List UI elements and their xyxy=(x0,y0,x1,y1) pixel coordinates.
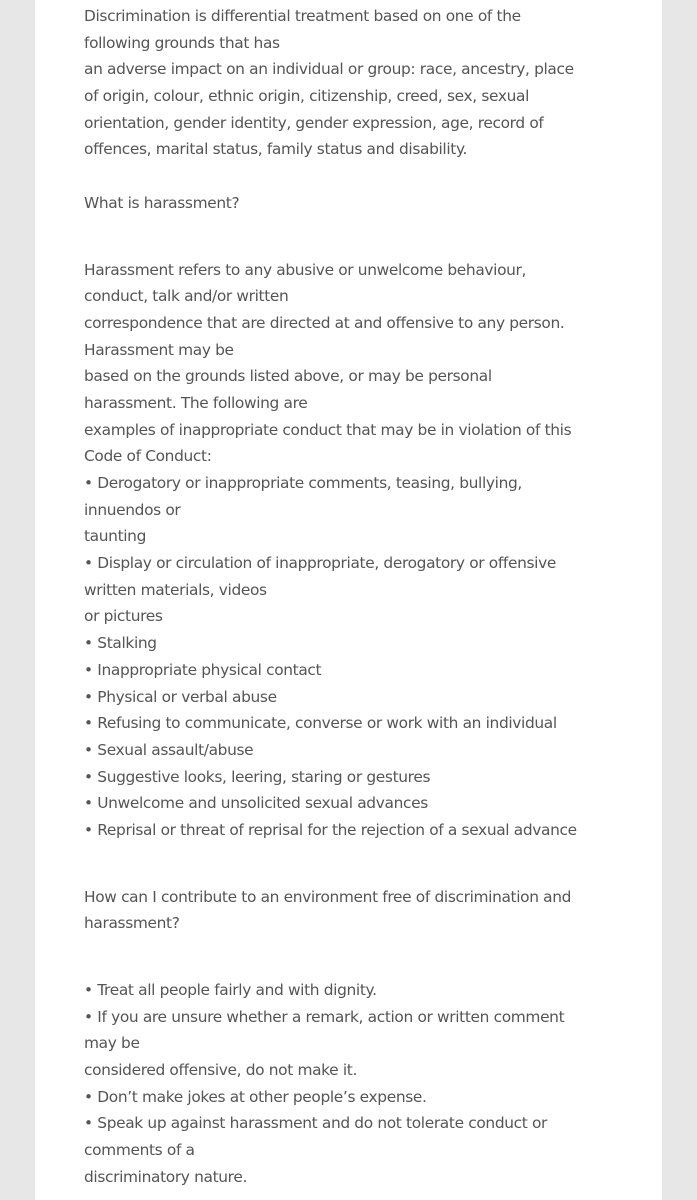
text-line: considered offensive, do not make it. xyxy=(84,1061,357,1080)
list-item: • Suggestive looks, leering, staring or gestures xyxy=(84,767,431,786)
text-line: following grounds that has xyxy=(84,33,280,52)
text-line: Code of Conduct: xyxy=(84,447,212,466)
list-item: • Don’t make jokes at other people’s expense. xyxy=(84,1087,427,1106)
text-line: discriminatory nature. xyxy=(84,1167,247,1186)
list-item: • Stalking xyxy=(84,634,157,653)
list-item: • Speak up against harassment and do not tolerate conduct or xyxy=(84,1114,548,1133)
list-item: • Treat all people fairly and with dignity. xyxy=(84,981,377,999)
text-line: Harassment refers to any abusive or unwelcome behaviour, xyxy=(84,260,527,279)
spacer xyxy=(84,163,624,190)
list-item: • Sexual assault/abuse xyxy=(84,740,254,759)
list-item: • Inappropriate physical contact xyxy=(84,660,322,679)
text-line: or pictures xyxy=(84,607,163,626)
text-line: innuendos or xyxy=(84,500,181,519)
discrimination-paragraph xyxy=(84,3,624,163)
text-line: correspondence that are directed at and offensive to any person. xyxy=(84,313,565,332)
text-line: How can I contribute to an environment free of discrimination and xyxy=(84,887,572,906)
text-line: comments of a xyxy=(84,1141,195,1160)
text-line: Discrimination is differential treatment based on one of the xyxy=(84,7,521,25)
text-line: examples of inappropriate conduct that may be in violation of this xyxy=(84,420,572,439)
text-line: Harassment may be xyxy=(84,340,234,359)
text-line: an adverse impact on an individual or group: race, ancestry, place xyxy=(84,60,574,79)
text-line: orientation, gender identity, gender expression, age, record of xyxy=(84,113,544,132)
text-line: harassment? xyxy=(84,914,180,933)
list-item: • Reprisal or threat of reprisal for the rejection of a sexual advance xyxy=(84,820,577,839)
harassment-paragraph xyxy=(84,257,624,844)
list-item: • Derogatory or inappropriate comments, teasing, bullying, xyxy=(84,474,522,492)
spacer xyxy=(84,217,624,257)
list-item: • Refusing to communicate, converse or work with an individual xyxy=(84,714,557,733)
spacer xyxy=(84,937,624,977)
harassment-heading: What is harassment? xyxy=(84,193,240,212)
contribute-heading xyxy=(84,884,624,937)
text-line: harassment. The following are xyxy=(84,393,308,412)
spacer xyxy=(84,844,624,884)
list-item: • Unwelcome and unsolicited sexual advances xyxy=(84,794,428,813)
list-item: • Display or circulation of inappropriate, derogatory or offensive xyxy=(84,554,556,573)
list-item: • Physical or verbal abuse xyxy=(84,687,277,706)
text-line: taunting xyxy=(84,527,147,546)
text-line: offences, marital status, family status and disability. xyxy=(84,140,468,159)
text-line: conduct, talk and/or written xyxy=(84,287,289,306)
document-page xyxy=(35,0,662,1200)
list-item: • If you are unsure whether a remark, action or written comment xyxy=(84,1007,565,1026)
contribute-list xyxy=(84,977,624,1191)
text-line: of origin, colour, ethnic origin, citizenship, creed, sex, sexual xyxy=(84,87,530,106)
document-body xyxy=(84,3,624,1191)
text-line: based on the grounds listed above, or may be personal xyxy=(84,367,492,386)
text-line: written materials, videos xyxy=(84,580,267,599)
text-line: may be xyxy=(84,1034,140,1053)
